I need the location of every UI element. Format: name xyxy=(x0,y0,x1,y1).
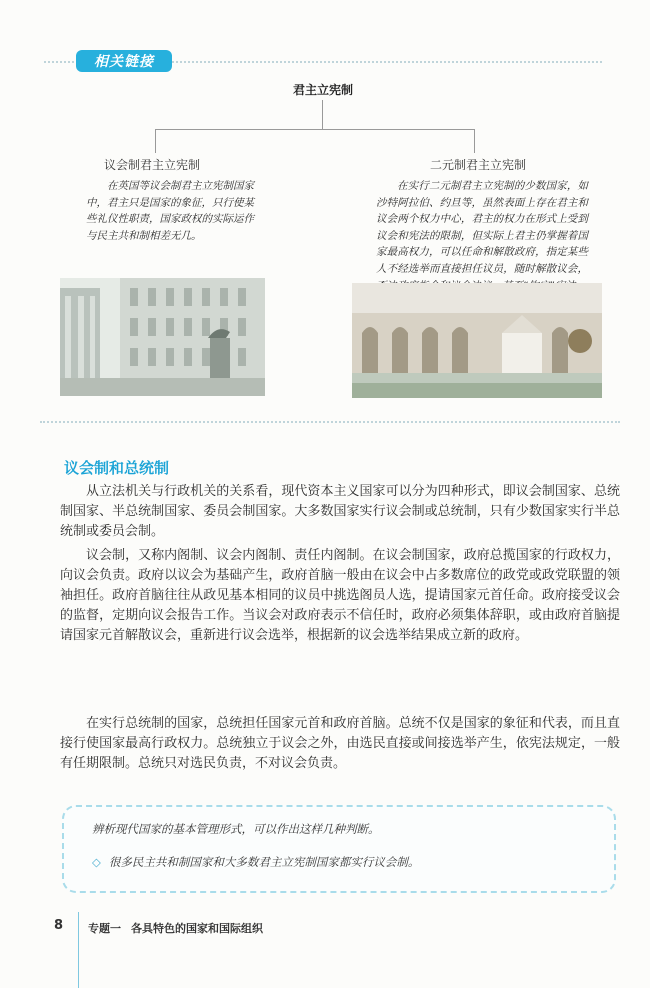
body-paragraph: 在实行总统制的国家，总统担任国家元首和政府首脑。总统不仅是国家的象征和代表，而且直接行使国家最高行政权力。总统独立于议会之外，由选民直接或间接选举产生，依宪法规定，一般有任期限制。总统只对选民负责，不对议会负责。 xyxy=(60,716,620,771)
page-number: 8 xyxy=(54,918,64,933)
tree-root-title: 君主立宪制 xyxy=(292,83,353,97)
footer-vertical-rule xyxy=(78,912,79,988)
footer-topic xyxy=(88,920,273,936)
tree-stem-line xyxy=(322,100,323,129)
branch-text-dual-monarchy: 在实行二元制君主立宪制的少数国家，如沙特阿拉伯、约旦等，虽然表面上存在君主和议会两个权力中心，君主的权力在形式上受到议会和宪法的限制，但实际上君主仍掌握着国家最高权力，可以任命和解散政府，指定某些人不经选举而直接担任议员，随时解散议会， xyxy=(376,180,588,275)
palace-photo xyxy=(352,283,602,398)
parliament-building-photo xyxy=(60,278,265,396)
diamond-bullet-icon: ◇ xyxy=(92,855,101,869)
branch-title-parliamentary-monarchy: 议会制君主立宪制 xyxy=(104,158,201,172)
branch-title-dual-monarchy: 二元制君主立宪制 xyxy=(430,158,527,172)
footer-topic-label: 专题一 xyxy=(88,922,121,935)
judgment-note-box xyxy=(62,805,616,893)
note-intro: 辨析现代国家的基本管理形式，可以作出这样几种判断。 xyxy=(92,822,380,836)
related-link-badge: 相关链接 xyxy=(76,50,172,72)
footer-topic-title: 各具特色的国家和国际组织 xyxy=(131,922,263,935)
note-item xyxy=(92,854,419,870)
tree-left-branch-line xyxy=(155,129,156,153)
branch-text-parliamentary-monarchy: 在英国等议会制君主立宪制国家中，君主只是国家的象征，只行使某些礼仪性职责，国家政权的实际运作与民主共和制相差无几。 xyxy=(86,180,254,242)
section-heading: 议会制和总统制 xyxy=(64,459,170,477)
body-paragraph: 议会制，又称内阁制、议会内阁制、责任内阁制。在议会制国家，政府总揽国家的行政权力，向议会负责。政府以议会为基础产生，政府首脑一般由在议会中占多数席位的政党或政党联盟的领袖担任。政府首脑往往从政见基本相同的议员中挑选阁员人选，提请国家元首任命。政府接受议会的监督，定期向议会报告工作。当议会对政府表示不信任时，政府必须集体辞职，或由政府首脑提请国家元首解散议会，重新进行议会选举，根据新的议会选举结果成立新的政府。 xyxy=(60,548,620,643)
tree-right-branch-line xyxy=(474,129,475,153)
note-item-text: 很多民主共和制国家和大多数君主立宪制国家都实行议会制。 xyxy=(108,855,420,869)
body-paragraph: 从立法机关与行政机关的关系看，现代资本主义国家可以分为四种形式，即议会制国家、总统制国家、半总统制国家、委员会制国家。大多数国家实行议会制或总统制，只有少数国家实行半总统制或委员会制。 xyxy=(60,484,620,539)
tree-horizontal-line xyxy=(155,129,475,130)
middle-dotted-divider xyxy=(40,421,620,423)
